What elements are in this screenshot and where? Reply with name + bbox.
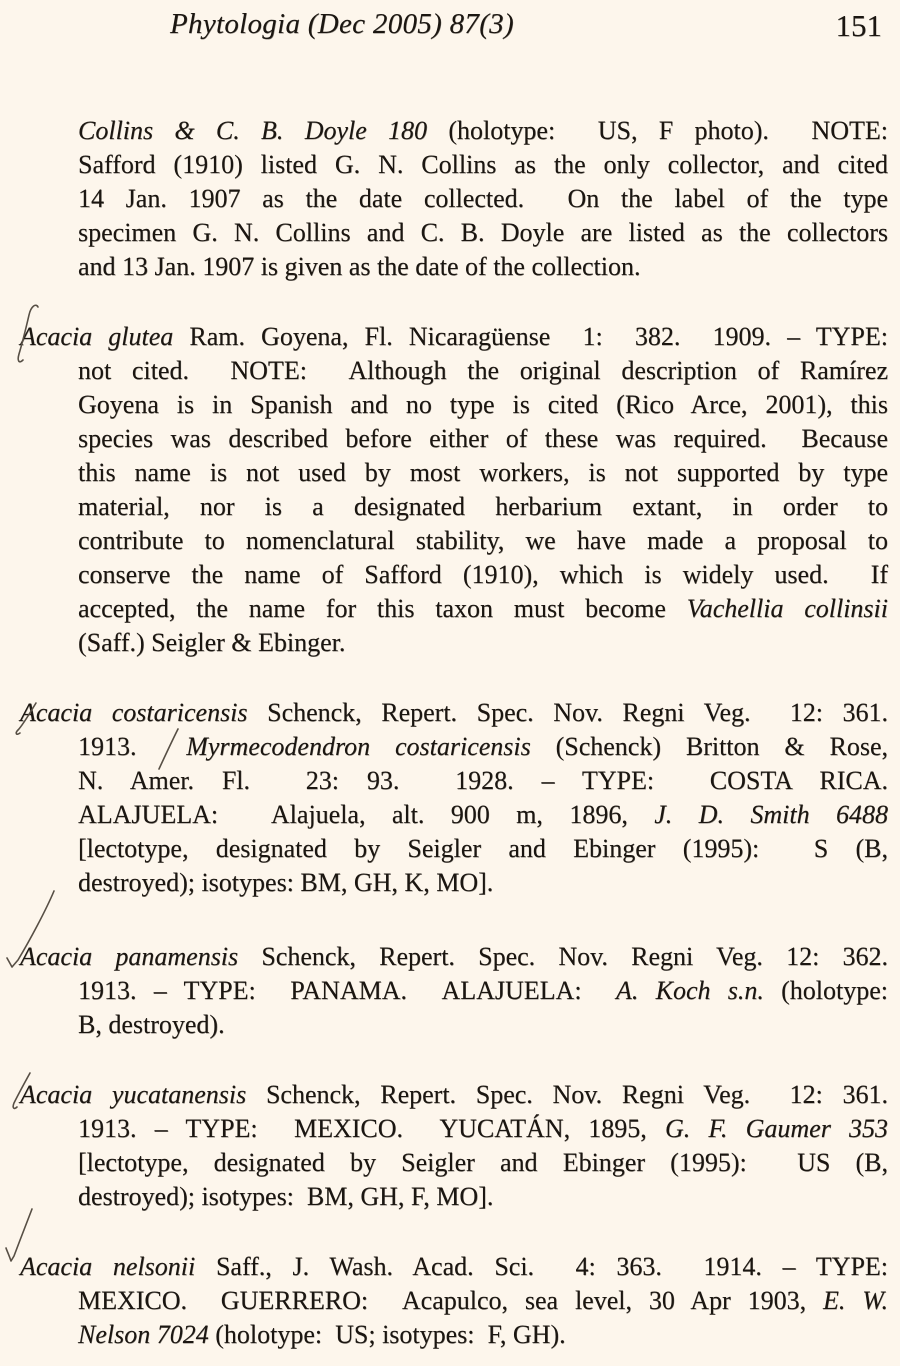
entry-acacia-yucatanensis (20, 1078, 888, 1214)
handwritten-check-mark-nelsonii-icon (4, 1206, 36, 1270)
handwritten-slash-mark-myrmecodendron-icon (155, 726, 181, 772)
page-number: 151 (835, 8, 882, 43)
text-segment: [lectotype, designated by Seigler and Ebinger (1995): US (B, (78, 1148, 888, 1177)
text-segment: 1913. – TYPE: MEXICO. YUCATÁN, 1895, (78, 1114, 665, 1143)
text-segment: Safford (1910) listed G. N. Collins as the only collector, and cited (78, 150, 888, 179)
text-line (78, 730, 888, 764)
text-segment: (holotype: US, F photo). NOTE: (427, 116, 888, 145)
text-line (78, 388, 888, 422)
handwritten-tick-mark-costaricensis-icon (8, 698, 44, 738)
text-segment: species was described before either of these was required. Because (78, 424, 888, 453)
text-segment: this name is not used by most workers, is not supported by type (78, 458, 888, 487)
handwritten-tick-mark-yucatanensis-icon (6, 1070, 36, 1112)
text-segment: Schenck, Repert. Spec. Nov. Regni Veg. 12: 361. (247, 698, 888, 727)
entry-acacia-nelsonii (20, 1250, 889, 1352)
text-line (78, 354, 888, 388)
italic-taxon-segment: J. D. Smith 6488 (654, 800, 888, 829)
text-line (78, 974, 888, 1008)
handwritten-slash-mark-glutea-icon (10, 302, 46, 368)
italic-taxon-segment: Acacia panamensis (20, 942, 239, 971)
entry-acacia-costaricensis (20, 696, 888, 900)
text-segment: (Schenck) Britton & Rose, (530, 732, 888, 761)
text-segment: destroyed); isotypes: BM, GH, F, MO]. (78, 1182, 494, 1211)
text-line (78, 422, 888, 456)
italic-taxon-segment: G. F. Gaumer 353 (664, 1114, 888, 1143)
text-line (78, 114, 888, 148)
text-segment: contribute to nomenclatural stability, we have made a proposal to (78, 526, 888, 555)
text-segment: [lectotype, designated by Seigler and Ebinger (1995): S (B, (78, 834, 888, 863)
text-line (78, 558, 888, 592)
text-segment: accepted, the name for this taxon must become (78, 594, 687, 623)
text-line (78, 216, 888, 250)
text-segment: conserve the name of Safford (1910), which is widely used. If (78, 560, 888, 589)
italic-taxon-segment: Vachellia collinsii (686, 594, 888, 623)
text-line (78, 1284, 888, 1318)
text-segment: Goyena is in Spanish and no type is cited (Rico Arce, 2001), this (78, 390, 888, 419)
text-line (78, 182, 888, 216)
entry-collins-doyle-note (78, 114, 888, 284)
text-line (78, 592, 888, 626)
text-segment: 1913. (78, 732, 187, 761)
text-segment: destroyed); isotypes: BM, GH, K, MO]. (78, 868, 494, 897)
text-line (20, 1078, 888, 1112)
entry-acacia-glutea (20, 320, 888, 660)
text-line (78, 832, 888, 866)
italic-taxon-segment: Acacia nelsonii (20, 1252, 196, 1281)
italic-taxon-segment: Collins & C. B. Doyle 180 (78, 116, 428, 145)
text-segment: 14 Jan. 1907 as the date collected. On the label of the type (78, 184, 888, 213)
italic-taxon-segment: E. W. (822, 1286, 888, 1315)
text-segment: ALAJUELA: Alajuela, alt. 900 m, 1896, (78, 800, 655, 829)
italic-taxon-segment: Nelson 7024 (78, 1320, 209, 1349)
text-segment: and 13 Jan. 1907 is given as the date of the collection. (78, 252, 641, 281)
text-line (78, 456, 888, 490)
text-line (78, 490, 888, 524)
italic-taxon-segment: Acacia yucatanensis (20, 1080, 247, 1109)
text-segment: (Saff.) Seigler & Ebinger. (78, 628, 346, 657)
text-line (78, 1112, 888, 1146)
text-line (78, 798, 888, 832)
text-segment: N. Amer. Fl. 23: 93. 1928. – TYPE: COSTA RICA. (78, 766, 888, 795)
text-segment: (holotype: (763, 976, 888, 1005)
text-segment: (holotype: US; isotypes: F, GH). (208, 1320, 566, 1349)
italic-taxon-segment: Acacia glutea (20, 322, 174, 351)
text-line (78, 524, 888, 558)
text-segment: material, nor is a designated herbarium extant, in order to (78, 492, 888, 521)
text-line (20, 696, 888, 730)
text-line (20, 320, 888, 354)
text-segment: Schenck, Repert. Spec. Nov. Regni Veg. 12: 361. (246, 1080, 888, 1109)
text-segment: MEXICO. GUERRERO: Acapulco, sea level, 30 Apr 1903, (78, 1286, 823, 1315)
text-line (78, 1146, 888, 1180)
italic-taxon-segment: Acacia costaricensis (20, 698, 248, 727)
text-segment: specimen G. N. Collins and C. B. Doyle are listed as the collectors (78, 218, 888, 247)
text-segment: Schenck, Repert. Spec. Nov. Regni Veg. 12: 362. (238, 942, 888, 971)
text-segment: not cited. NOTE: Although the original description of Ramírez (78, 356, 888, 385)
text-line (78, 764, 888, 798)
text-segment: Ram. Goyena, Fl. Nicaragüense 1: 382. 1909. – TYPE: (173, 322, 888, 351)
italic-taxon-segment: Myrmecodendron costaricensis (186, 732, 531, 761)
text-segment: B, destroyed). (78, 1010, 225, 1039)
handwritten-check-mark-panamensis-icon (6, 888, 58, 976)
text-line (20, 940, 888, 974)
text-line (78, 148, 888, 182)
text-segment: Saff., J. Wash. Acad. Sci. 4: 363. 1914. – TYPE: (195, 1252, 889, 1281)
text-segment: 1913. – TYPE: PANAMA. ALAJUELA: (78, 976, 617, 1005)
journal-header: Phytologia (Dec 2005) 87(3) (170, 8, 514, 40)
entry-acacia-panamensis (20, 940, 888, 1042)
text-line (20, 1250, 888, 1284)
italic-taxon-segment: A. Koch s.n. (616, 976, 764, 1005)
